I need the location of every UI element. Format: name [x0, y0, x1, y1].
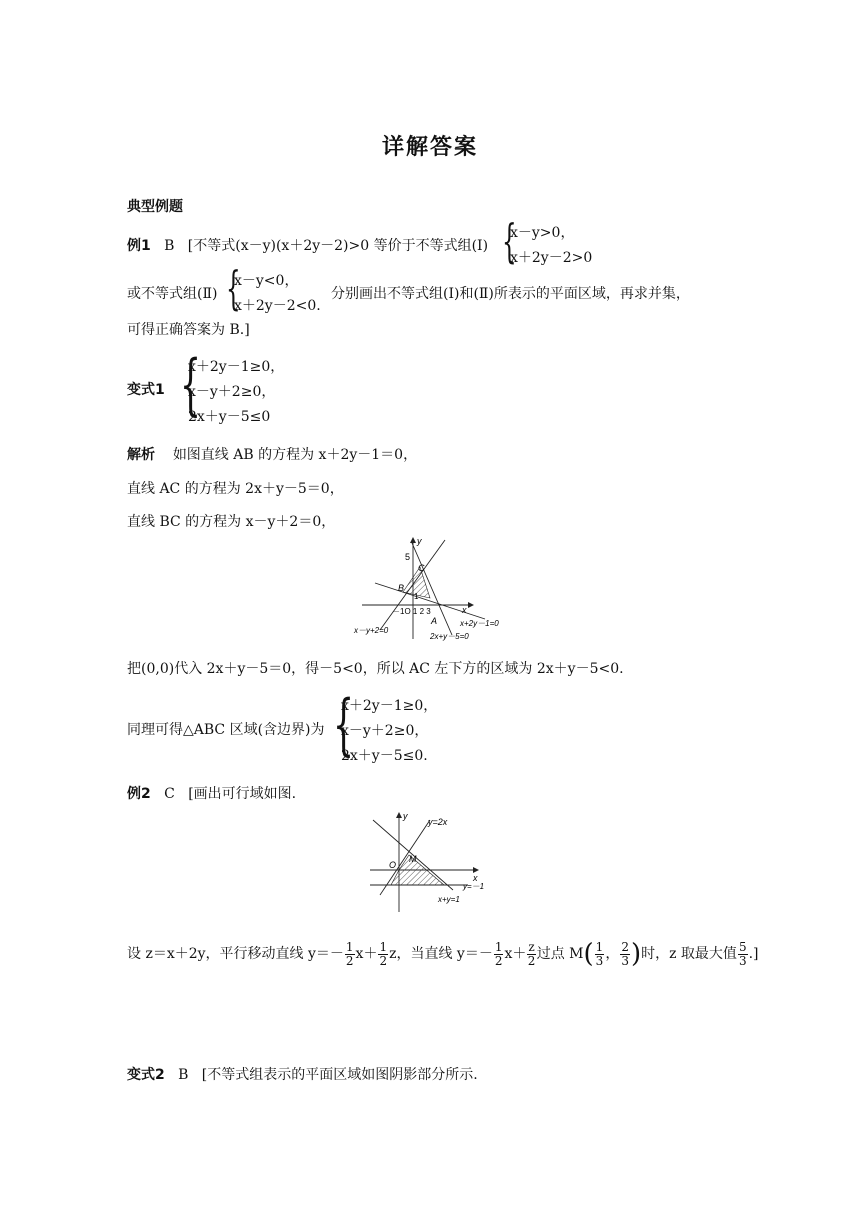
frac-3 — [494, 941, 504, 968]
z-text-3: z，当直线 y＝－ — [389, 946, 493, 962]
fig2-x-label: x — [473, 873, 478, 883]
line-ac: 直线 AC 的方程为 2x＋y－5＝0， — [127, 481, 344, 497]
substitute-line: 把(0,0)代入 2x＋y－5＝0，得－5<0，所以 AC 左下方的区域为 2x＋y－5<0. — [127, 661, 624, 677]
var2-answer: B — [178, 1067, 189, 1083]
ex1-answer: B — [164, 238, 175, 254]
fig1-tick-5: 5 — [405, 552, 411, 562]
ex2-label: 例2 — [127, 786, 151, 802]
fig1-point-b: B — [398, 583, 405, 593]
analysis-label: 解析 — [127, 447, 155, 463]
z-text-5: 过点 M — [536, 946, 584, 962]
ex1-sys1-row1: x－y>0， — [510, 225, 575, 241]
region-row3: 2x＋y－5≤0. — [341, 748, 428, 764]
brace-sys2: { — [226, 261, 241, 315]
fig1-tick-row: －1O 1 2 3 — [392, 607, 431, 616]
var1-label: 变式1 — [127, 382, 165, 398]
fig2-label-y: y=－1 — [463, 882, 485, 891]
fig1-y-label: y — [417, 536, 422, 546]
point-m-y — [620, 941, 630, 968]
frac-2-num: 1 — [379, 939, 388, 954]
analysis-line1: 如图直线 AB 的方程为 x＋2y－1＝0， — [172, 447, 418, 463]
var1-row3: 2x＋y－5≤0 — [188, 409, 271, 425]
ex2-text: [画出可行域如图. — [188, 786, 297, 802]
fig1-point-c: C — [418, 563, 425, 573]
ex1-sys1-row2: x＋2y－2>0 — [510, 250, 593, 266]
m-y-den: 3 — [621, 953, 629, 968]
ex2-z-line: 设 z＝x＋2y，平行移动直线 y＝－ $\frac{1}{2}$ x＋ $\frac{1}{2}$ z，当直线 y＝－ $\frac{1}{2}$ x＋ $\frac{z}{2}$ 过点 M( $\frac{1}{3}$ ， $\frac{2}{3}$ )时，z 取最大值 $\frac{5}{3}$ .] — [127, 939, 759, 969]
region-row2: x－y＋2≥0， — [341, 723, 429, 739]
fig1-eq-bc: x－y+2=0 — [354, 626, 389, 635]
fig2-point-m: M — [409, 854, 417, 864]
region-row1: x＋2y－1≥0， — [341, 698, 438, 714]
fig1-tick-1-y: 1 — [414, 592, 419, 601]
z-text-4: x＋ — [504, 946, 527, 962]
figure-feasible-region — [368, 810, 493, 915]
ex2-line — [127, 783, 296, 803]
fig2-origin: O — [389, 860, 397, 870]
frac-3-num: 1 — [494, 939, 503, 954]
fig1-eq-ab: x+2y－1=0 — [460, 619, 499, 628]
frac-4-num: z — [528, 939, 535, 954]
var2-line — [127, 1064, 478, 1084]
region-pre: 同理可得△ABC 区域(含边界)为 — [127, 722, 325, 738]
section-heading: 典型例题 — [127, 199, 183, 215]
figure-triangle-abc — [350, 535, 520, 645]
z-text-1: 设 z＝x＋2y，平行移动直线 y＝－ — [127, 946, 344, 962]
frac-1 — [345, 941, 355, 968]
ex1-label: 例1 — [127, 238, 151, 254]
brace-var1: { — [180, 346, 201, 423]
frac-2 — [378, 941, 388, 968]
ex1-sys2-row1: x－y<0， — [234, 273, 299, 289]
var1-row1: x＋2y－1≥0， — [188, 359, 285, 375]
m-comma: ， — [605, 946, 620, 962]
ex1-line2-pre: 或不等式组(Ⅱ) — [127, 286, 218, 302]
var2-text: [不等式组表示的平面区域如图阴影部分所示. — [201, 1067, 478, 1083]
frac-1-num: 1 — [345, 939, 354, 954]
ex1-line3: 可得正确答案为 B.] — [127, 322, 250, 338]
ex1-line2-post: 分别画出不等式组(Ⅰ)和(Ⅱ)所表示的平面区域，再求并集， — [331, 286, 690, 302]
frac-4-den: 2 — [527, 953, 536, 968]
ex1-line1 — [127, 235, 488, 255]
m-x-den: 3 — [595, 953, 604, 968]
frac-max — [738, 941, 748, 968]
m-x-num: 1 — [595, 939, 604, 954]
frac-3-den: 2 — [494, 953, 503, 968]
frac-4 — [527, 941, 535, 968]
fig1-point-a: A — [431, 616, 438, 626]
frac-max-den: 3 — [738, 953, 747, 968]
fig2-label-xy: x+y=1 — [438, 895, 460, 904]
var2-label: 变式2 — [127, 1067, 165, 1083]
fig2-label-2x: y=2x — [428, 817, 448, 827]
frac-1-den: 2 — [345, 953, 354, 968]
var1-analysis — [127, 444, 417, 464]
var1-row2: x－y＋2≥0， — [188, 384, 276, 400]
brace-region: { — [333, 686, 354, 763]
m-y-num: 2 — [621, 939, 629, 954]
z-text-6: 时，z 取最大值 — [641, 946, 737, 962]
ex2-answer: C — [164, 786, 175, 802]
point-m-x — [595, 941, 605, 968]
z-text-7: .] — [748, 946, 759, 962]
line-bc: 直线 BC 的方程为 x－y＋2＝0， — [127, 514, 336, 530]
frac-2-den: 2 — [379, 953, 388, 968]
brace-sys1: { — [502, 214, 517, 268]
frac-max-num: 5 — [738, 939, 747, 954]
fig1-x-label: x — [462, 605, 467, 615]
z-text-2: x＋ — [355, 946, 378, 962]
fig2-y-label: y — [403, 811, 408, 821]
ex1-sys2-row2: x＋2y－2<0. — [234, 298, 321, 314]
ex1-line1-text: [不等式(x－y)(x＋2y－2)>0 等价于不等式组(Ⅰ) — [187, 238, 489, 254]
fig1-eq-ac: 2x+y－5=0 — [430, 632, 469, 641]
page-title: 详解答案 — [381, 135, 478, 160]
